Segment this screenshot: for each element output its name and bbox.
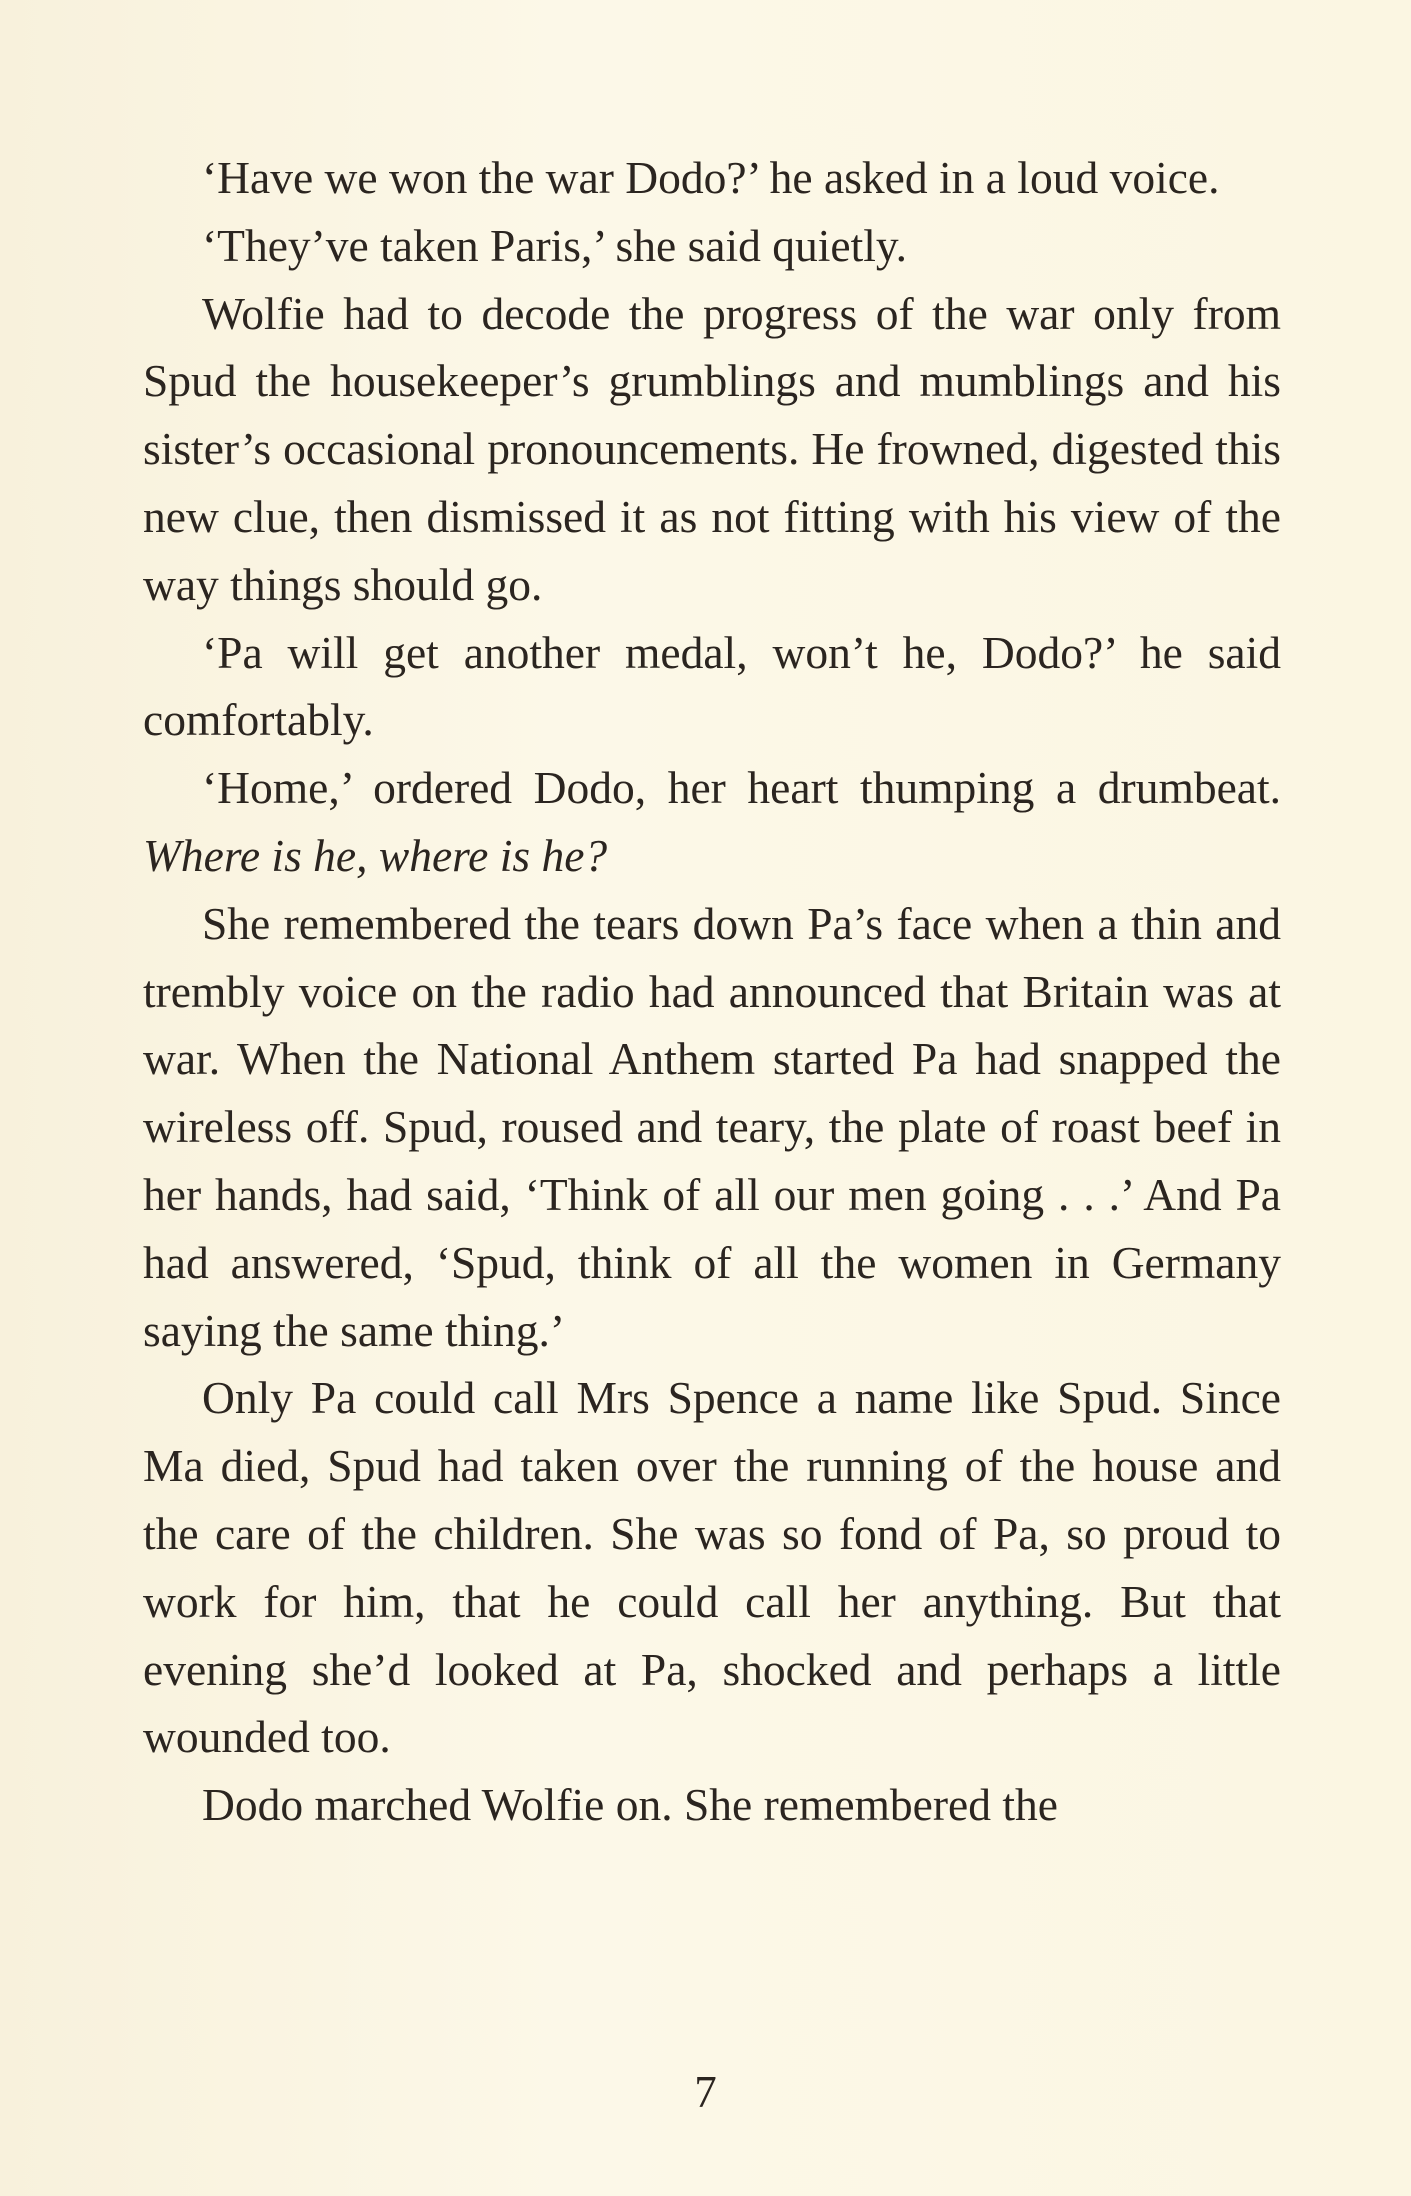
body-text xyxy=(143,144,1281,1839)
paragraph xyxy=(143,890,1281,1365)
text-run: Only Pa could call Mrs Spence a name like Spud. Since Ma died, Spud had taken over the running of the house and the care of the children. She was so fond of Pa, so proud to work for him, that he could call her anything. But that evening she’d looked at Pa, shocked and perhaps a little wounded too. xyxy=(143,1372,1281,1763)
italic-text: Where is he, where is he? xyxy=(143,829,608,881)
text-run: ‘Pa will get another medal, won’t he, Dodo?’ he said comfortably. xyxy=(143,626,1281,746)
paragraph xyxy=(143,280,1281,619)
page-number: 7 xyxy=(694,2067,717,2117)
paragraph xyxy=(143,619,1281,755)
text-run: ‘Have we won the war Dodo?’ he asked in a loud voice. xyxy=(202,152,1220,203)
text-run: Dodo marched Wolfie on. She remembered the xyxy=(202,1779,1058,1831)
paragraph xyxy=(143,1771,1281,1839)
text-run: She remembered the tears down Pa’s face when a thin and trembly voice on the radio had announced that Britain was at war. When the National Anthem started Pa had snapped the wireless off. Spud, roused and teary, the plate of roast beef in her hands, had said, ‘Think of all our men going . . .’ And Pa had answered, ‘Spud, think of all the women in Germany saying the same thing.’ xyxy=(143,897,1281,1356)
text-run: ‘They’ve taken Paris,’ she said quietly. xyxy=(202,219,908,271)
paragraph xyxy=(143,1364,1281,1771)
text-run: Wolfie had to decode the progress of the war only from Spud the housekeeper’s grumblings and mumblings and his sister’s occasional pronouncements. He frowned, digested this new clue, then dismissed it as not fitting with his view of the way things should go. xyxy=(143,287,1281,610)
text-run: ‘Home,’ ordered Dodo, her heart thumping a drumbeat. xyxy=(202,762,1281,814)
paragraph xyxy=(143,212,1281,280)
paragraph xyxy=(143,754,1281,890)
paragraph xyxy=(143,144,1281,212)
